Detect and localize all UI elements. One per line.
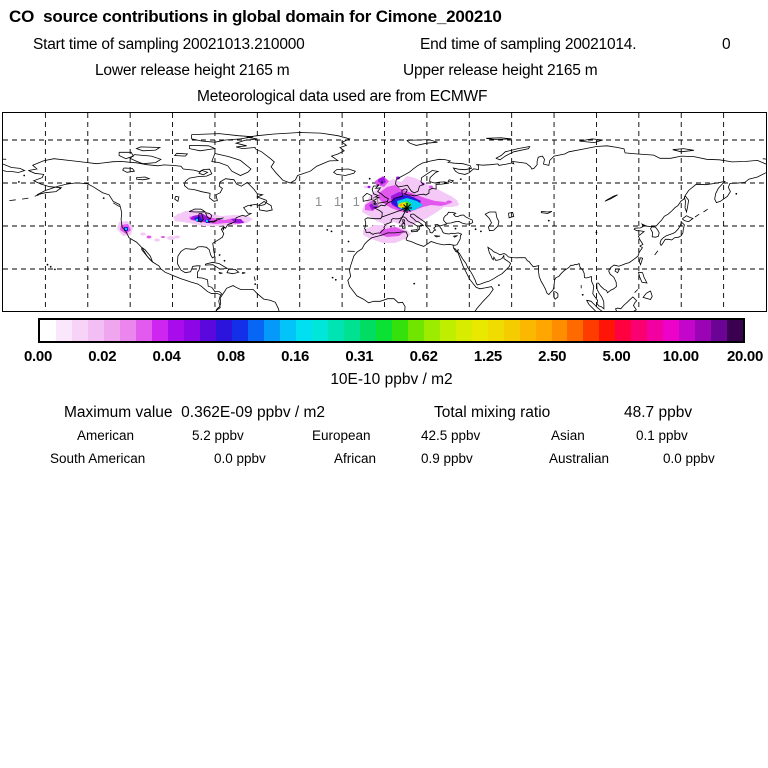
colorbar-cell <box>440 320 456 341</box>
colorbar-cell <box>536 320 552 341</box>
colorbar-cell <box>631 320 647 341</box>
colorbar-cell <box>615 320 631 341</box>
colorbar-cell <box>647 320 663 341</box>
colorbar <box>38 318 745 343</box>
colorbar-cell <box>40 320 56 341</box>
colorbar-cell <box>583 320 599 341</box>
map-plot <box>3 113 766 311</box>
colorbar-cell <box>104 320 120 341</box>
colorbar-cell <box>344 320 360 341</box>
colorbar-cell <box>232 320 248 341</box>
map-overlay-label: 1 1 1 0 <box>315 194 383 209</box>
colorbar-unit-label: 10E-10 ppbv / m2 <box>330 371 453 388</box>
colorbar-tick-label: 2.50 <box>538 348 567 365</box>
colorbar-cell <box>200 320 216 341</box>
colorbar-cell <box>711 320 727 341</box>
colorbar-cell <box>312 320 328 341</box>
colorbar-tick-label: 1.25 <box>473 348 502 365</box>
colorbar-cell <box>72 320 88 341</box>
region-asian-label: Asian <box>551 428 585 443</box>
colorbar-cell <box>280 320 296 341</box>
colorbar-cell <box>248 320 264 341</box>
colorbar-tick-label: 0.62 <box>409 348 438 365</box>
maximum-value-text: Maximum value 0.362E-09 ppbv / m2 <box>64 404 326 421</box>
colorbar-cell <box>360 320 376 341</box>
colorbar-cell <box>88 320 104 341</box>
colorbar-tick-label: 5.00 <box>602 348 631 365</box>
region-asian-value: 0.1 ppbv <box>636 428 688 443</box>
colorbar-cell <box>663 320 679 341</box>
region-samerican-label: South American <box>50 451 146 466</box>
colorbar-cell <box>504 320 520 341</box>
colorbar-cell <box>184 320 200 341</box>
colorbar-cell <box>520 320 536 341</box>
colorbar-tick-label: 0.31 <box>345 348 374 365</box>
colorbar-cell <box>120 320 136 341</box>
colorbar-tick-label: 0.00 <box>24 348 52 365</box>
colorbar-cell <box>136 320 152 341</box>
start-time-text: Start time of sampling 20021013.210000 <box>33 36 305 53</box>
colorbar-cell <box>264 320 280 341</box>
total-ratio-value: 48.7 ppbv <box>624 404 693 421</box>
region-european-value: 42.5 ppbv <box>421 428 481 443</box>
colorbar-cell <box>296 320 312 341</box>
figure-title: CO source contributions in global domain for Cimone_200210 <box>9 7 502 26</box>
colorbar-cell <box>216 320 232 341</box>
colorbar-cell <box>376 320 392 341</box>
colorbar-cell <box>695 320 711 341</box>
total-ratio-label: Total mixing ratio <box>434 404 551 421</box>
end-time-seconds: 0 <box>722 36 731 53</box>
region-australian-label: Australian <box>549 451 610 466</box>
region-australian-value: 0.0 ppbv <box>663 451 715 466</box>
meteo-source-text: Meteorological data used are from ECMWF <box>197 88 488 105</box>
region-samerican-value: 0.0 ppbv <box>214 451 266 466</box>
region-american-label: American <box>77 428 135 443</box>
colorbar-tick-labels <box>24 348 764 366</box>
region-american-value: 5.2 ppbv <box>192 428 244 443</box>
colorbar-tick-label: 0.08 <box>216 348 245 365</box>
colorbar-tick-label: 20.00 <box>726 348 764 365</box>
colorbar-cell <box>392 320 408 341</box>
colorbar-cell <box>152 320 168 341</box>
lower-release-text: Lower release height 2165 m <box>95 62 290 79</box>
colorbar-cell <box>328 320 344 341</box>
colorbar-cell <box>567 320 583 341</box>
region-african-value: 0.9 ppbv <box>421 451 473 466</box>
upper-release-text: Upper release height 2165 m <box>403 62 598 79</box>
colorbar-cell <box>472 320 488 341</box>
colorbar-cell <box>408 320 424 341</box>
colorbar-tick-label: 0.16 <box>281 348 310 365</box>
colorbar-cell <box>599 320 615 341</box>
colorbar-cell <box>552 320 568 341</box>
colorbar-tick-label: 0.02 <box>88 348 117 365</box>
colorbar-cell <box>456 320 472 341</box>
colorbar-tick-label: 0.04 <box>152 348 181 365</box>
colorbar-tick-label: 10.00 <box>662 348 699 365</box>
colorbar-cell <box>488 320 504 341</box>
colorbar-cell <box>56 320 72 341</box>
colorbar-cell <box>679 320 695 341</box>
world-map <box>2 112 767 312</box>
colorbar-cell <box>727 320 743 341</box>
colorbar-cell <box>168 320 184 341</box>
end-time-text: End time of sampling 20021014. <box>420 36 637 53</box>
region-european-label: European <box>312 428 371 443</box>
region-african-label: African <box>334 451 377 466</box>
colorbar-cell <box>424 320 440 341</box>
